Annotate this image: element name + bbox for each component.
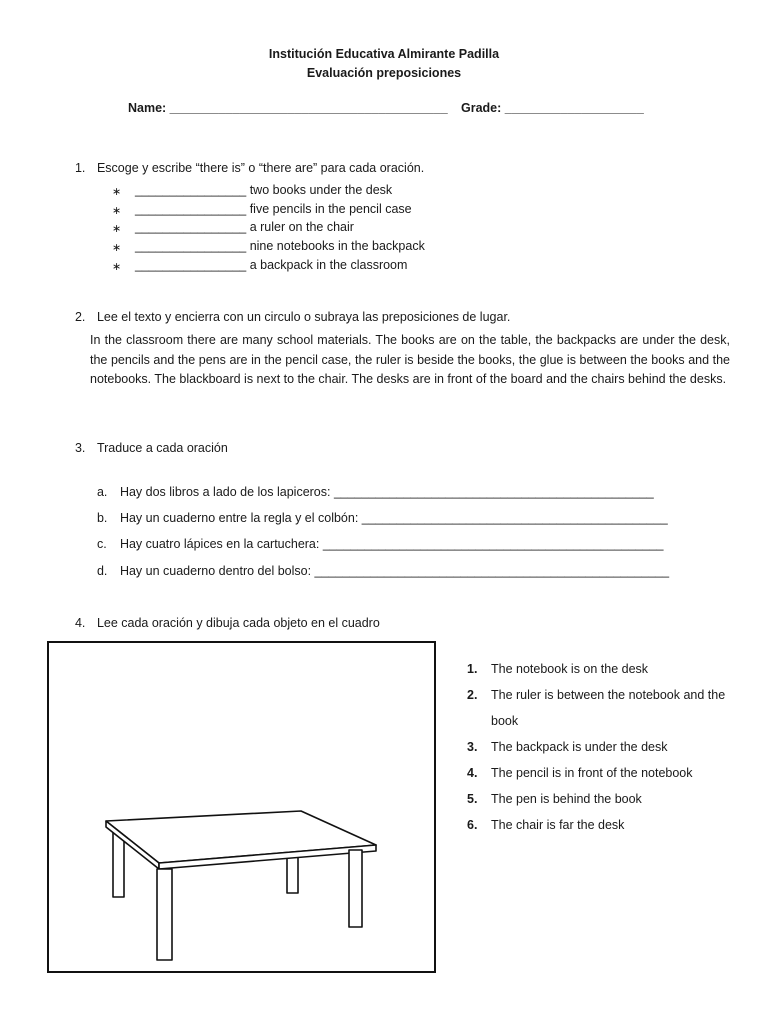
translate-item[interactable] <box>90 550 669 578</box>
question-1-prompt: Escoge y escribe “there is” o “there are” para cada oración. <box>96 161 425 175</box>
instruction-item <box>467 656 737 682</box>
bullet-icon: ∗ <box>112 186 122 198</box>
bullet-icon: ∗ <box>112 261 122 273</box>
translate-item[interactable] <box>90 523 663 551</box>
question-2-number: 2. <box>74 310 86 324</box>
fill-blank-item[interactable]: ________________ nine notebooks in the backpack <box>135 239 425 253</box>
instruction-text: The notebook is on the desk <box>491 662 649 676</box>
instruction-number: 2. <box>467 688 478 702</box>
translate-item-label: b. <box>96 511 108 525</box>
instruction-number: 4. <box>467 766 478 780</box>
question-1-number: 1. <box>74 161 86 175</box>
instruction-item <box>467 812 737 838</box>
translate-item[interactable] <box>90 471 654 499</box>
drawing-box[interactable] <box>47 641 436 973</box>
question-2 <box>68 296 510 324</box>
name-field[interactable]: Name: ________________________________________ <box>128 101 448 115</box>
question-4-prompt: Lee cada oración y dibuja cada objeto en el cuadro <box>96 616 380 630</box>
question-4 <box>68 602 380 630</box>
grade-field[interactable]: Grade: ____________________ <box>461 101 644 115</box>
fill-blank-item[interactable]: ________________ two books under the desk <box>135 183 393 197</box>
bullet-icon: ∗ <box>112 205 122 217</box>
instruction-item <box>467 786 737 812</box>
bullet-icon: ∗ <box>112 223 122 235</box>
translate-item-text[interactable]: Hay dos libros a lado de los lapiceros: ______________________________________________ <box>119 485 654 499</box>
translate-item-text[interactable]: Hay un cuaderno dentro del bolso: ___________________________________________________ <box>119 564 670 578</box>
instruction-item <box>467 760 737 786</box>
translate-item-text[interactable]: Hay cuatro lápices en la cartuchera: _________________________________________________ <box>119 537 664 551</box>
instruction-number: 3. <box>467 740 478 754</box>
instruction-item <box>467 734 737 760</box>
instruction-number: 6. <box>467 818 478 832</box>
question-4-number: 4. <box>74 616 86 630</box>
instruction-number: 5. <box>467 792 478 806</box>
question-3 <box>68 427 228 455</box>
instruction-text: The backpack is under the desk <box>491 740 668 754</box>
question-1 <box>68 147 424 175</box>
translate-item-label: d. <box>96 564 108 578</box>
desk-illustration-icon <box>49 643 434 971</box>
instruction-text: The chair is far the desk <box>491 818 625 832</box>
translate-item-label: c. <box>96 537 107 551</box>
fill-blank-item[interactable]: ________________ five pencils in the pencil case <box>135 202 412 216</box>
instruction-item <box>467 682 737 734</box>
bullet-icon: ∗ <box>112 242 122 254</box>
question-3-number: 3. <box>74 441 86 455</box>
question-2-reading-text[interactable]: In the classroom there are many school materials. The books are on the table, the backpacks are under the desk, the pencils and the pens are in the pencil case, the ruler is beside the books, the glue is between the books and the notebooks. The blackboard is next to the chair. The desks are in front of the board and the chairs behind the desks. <box>90 333 730 386</box>
instruction-text: The ruler is between the notebook and the book <box>491 688 726 728</box>
drawing-instructions-list <box>467 656 737 838</box>
translate-item-label: a. <box>96 485 108 499</box>
instruction-text: The pencil is in front of the notebook <box>491 766 693 780</box>
question-3-prompt: Traduce a cada oración <box>96 441 228 455</box>
translate-item[interactable] <box>90 497 668 525</box>
question-2-prompt: Lee el texto y encierra con un circulo o subraya las preposiciones de lugar. <box>96 310 511 324</box>
fill-blank-item[interactable]: ________________ a ruler on the chair <box>135 220 354 234</box>
instruction-number: 1. <box>467 662 478 676</box>
worksheet-subtitle: Evaluación preposiciones <box>306 66 462 80</box>
translate-item-text[interactable]: Hay un cuaderno entre la regla y el colbón: ____________________________________________ <box>119 511 668 525</box>
instruction-text: The pen is behind the book <box>491 792 642 806</box>
fill-blank-item[interactable]: ________________ a backpack in the classroom <box>135 258 408 272</box>
institution-title: Institución Educativa Almirante Padilla <box>268 47 500 61</box>
